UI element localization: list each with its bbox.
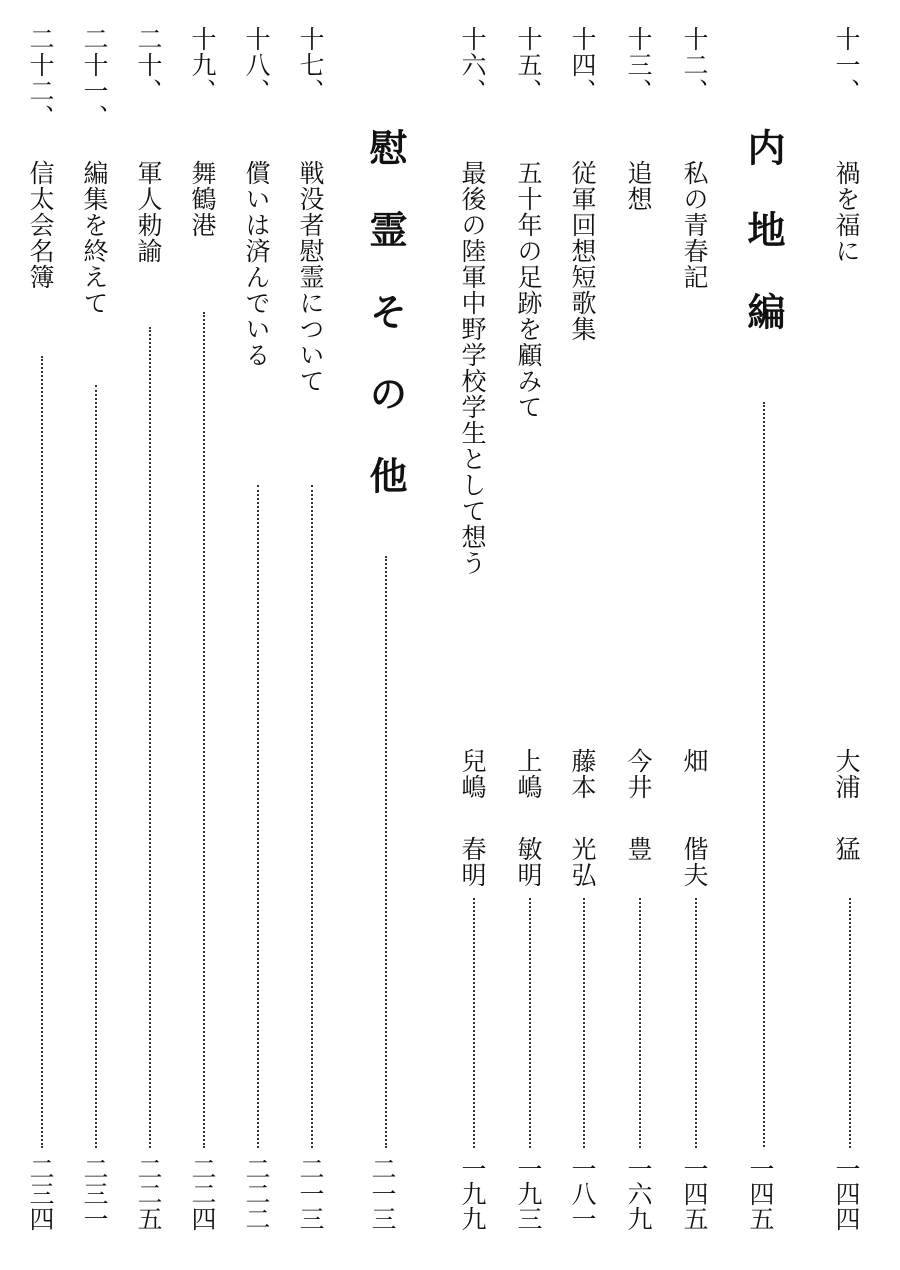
entry-title[interactable]: 追想 [624, 160, 653, 212]
entry-title[interactable]: 最後の陸軍中野学校学生として想う [458, 160, 487, 576]
entry-title[interactable]: 五十年の足跡を顧みて [514, 160, 543, 420]
entry-number: 十四、 [568, 26, 597, 104]
entry-title[interactable]: 償いは済んでいる [242, 160, 271, 368]
dot-leader [95, 385, 97, 1148]
toc-entry-15 [504, 0, 560, 1270]
author-given: 豊 [624, 836, 653, 862]
entry-number: 十九、 [188, 26, 217, 104]
dot-leader [639, 898, 641, 1148]
page-number: 二三一 [80, 1156, 109, 1231]
section-heading: 内地編 [741, 128, 785, 374]
entry-title[interactable]: 戦没者慰霊について [296, 160, 325, 394]
section-heading: 慰霊その他 [363, 128, 407, 538]
toc-entry-21 [70, 0, 126, 1270]
dot-leader [203, 312, 205, 1148]
page-number: 一九三 [514, 1156, 543, 1231]
toc-entry-19 [178, 0, 234, 1270]
entry-title[interactable]: 編集を終えて [80, 160, 109, 316]
page-number: 二一三 [368, 1156, 397, 1231]
toc-entry-16 [448, 0, 504, 1270]
toc-entry-12 [670, 0, 726, 1270]
page-number: 一四四 [832, 1156, 861, 1231]
entry-title[interactable]: 従軍回想短歌集 [568, 160, 597, 342]
page-number: 二二二 [242, 1156, 271, 1231]
entry-number: 二十一、 [80, 26, 109, 130]
author-surname: 上嶋 [514, 748, 543, 800]
entry-title[interactable]: 軍人勅諭 [134, 160, 163, 264]
dot-leader [529, 898, 531, 1148]
toc-entry-22 [16, 0, 72, 1270]
entry-number: 十三、 [624, 26, 653, 104]
dot-leader [583, 898, 585, 1148]
author-surname: 畑 [680, 748, 709, 774]
dot-leader [695, 898, 697, 1148]
dot-leader [473, 898, 475, 1148]
toc-entry-18 [232, 0, 288, 1270]
dot-leader [41, 356, 43, 1148]
page-number: 一九九 [458, 1156, 487, 1231]
entry-number: 二十、 [134, 26, 163, 104]
author-given: 猛 [832, 836, 861, 862]
author-surname: 今井 [624, 748, 653, 800]
entry-title[interactable]: 私の青春記 [680, 160, 709, 290]
page-number: 二二四 [188, 1156, 217, 1231]
dot-leader [385, 556, 387, 1148]
entry-title[interactable]: 信太会名簿 [26, 160, 55, 290]
page-number: 二一三 [296, 1156, 325, 1231]
page-number: 一四五 [680, 1156, 709, 1231]
entry-number: 二十二、 [26, 26, 55, 130]
page-number: 二三四 [26, 1156, 55, 1231]
entry-number: 十七、 [296, 26, 325, 104]
toc-entry-11 [822, 0, 878, 1270]
entry-title[interactable]: 舞鶴港 [188, 160, 217, 238]
section-heading-irei [358, 0, 418, 1270]
entry-number: 十六、 [458, 26, 487, 104]
entry-title[interactable]: 禍を福に [832, 160, 861, 264]
author-given: 春明 [458, 836, 487, 888]
toc-entry-13 [614, 0, 670, 1270]
page-number: 一四五 [746, 1156, 775, 1231]
toc-entry-14 [558, 0, 614, 1270]
author-surname: 藤本 [568, 748, 597, 800]
dot-leader [257, 485, 259, 1148]
author-given: 敏明 [514, 836, 543, 888]
section-heading-naichi [736, 0, 796, 1270]
entry-number: 十八、 [242, 26, 271, 104]
toc-entry-17 [286, 0, 342, 1270]
page-number: 二二五 [134, 1156, 163, 1231]
page-number: 一六九 [624, 1156, 653, 1231]
entry-number: 十五、 [514, 26, 543, 104]
entry-number: 十一、 [832, 26, 861, 104]
dot-leader [849, 898, 851, 1148]
author-surname: 兒嶋 [458, 748, 487, 800]
toc-entry-20 [124, 0, 180, 1270]
author-given: 偕夫 [680, 836, 709, 888]
author-surname: 大浦 [832, 748, 861, 800]
page-number: 一八一 [568, 1156, 597, 1231]
dot-leader [149, 327, 151, 1148]
dot-leader [763, 402, 765, 1147]
entry-number: 十二、 [680, 26, 709, 104]
author-given: 光弘 [568, 836, 597, 888]
dot-leader [311, 485, 313, 1148]
